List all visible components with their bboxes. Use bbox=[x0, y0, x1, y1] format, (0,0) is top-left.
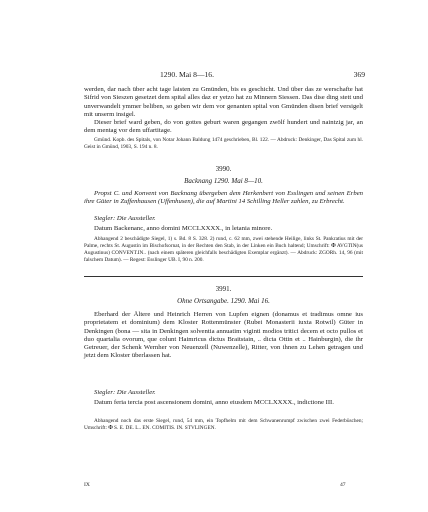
datum-3991: Datum feria tercia post ascensionem domini, anno eiusdem MCCLXXXX., indictione III. bbox=[94, 399, 334, 406]
siegler-3991: Siegler: Die Aussteller. bbox=[94, 389, 156, 396]
document-summary-3990: Propst C. und Konvent von Backnang übergeben dem Herkenbert von Esslingen und seinen Erben ihre Güter in Zuffenhausen (Uffenhusen), die auf Martini 14 Schilling Heller zahlen, zu Erbrecht. bbox=[84, 190, 363, 206]
datum-3990: Datum Backenanc, anno domini MCCLXXXX., in letania minore. bbox=[94, 225, 273, 232]
top-paragraph-2: Dieser brief ward geben, do von gottes geburt waren gegangen zwölf hundert und naintzig jar, an dem mentag vor dem uffartitage. bbox=[84, 119, 363, 135]
source-note-3991: Abhangend noch das erste Siegel, rund, 54 mm, ein Topfhelm mit dem Schwanenrumpf zwischen zwei Federbüschen; Umschrift: ✠ S. E. DE. L.. EN. COMITIS. IN. STVLINGEN. bbox=[84, 418, 363, 431]
document-number-3990: 3990. bbox=[215, 165, 232, 173]
source-note-3990: Abhangend 2 beschädigte Siegel, 1) s. Bd. 8 S. 328. 2) rund, c. 62 mm, zwei stehende Heilige, links St. Pankratius mit der Palme, rechts St. Augustin im Bischofsornat, in der Rechten den Stab, in der Linken ein Buch haltend; Umschrift: ✠ AVGTIN(us Augustinus) CONVENT.IN.. (nach einem späteren gleichfalls beschädigten Exemplar ergänzt). — Abdruck: ZGORh. 14, 96 (mit falschem Datum). — Regest: Esslinger UB. I, 90 n. 200. bbox=[84, 236, 363, 263]
signature-mark: IX bbox=[84, 482, 90, 488]
siegler-3990: Siegler: Die Aussteller. bbox=[94, 215, 156, 222]
document-title-3991: Ohne Ortsangabe. 1290. Mai 16. bbox=[177, 297, 270, 305]
document-title-3990: Backnang 1290. Mai 8—10. bbox=[184, 177, 263, 185]
running-header-date: 1290. Mai 8—16. bbox=[160, 70, 214, 79]
document-number-3991: 3991. bbox=[215, 285, 232, 293]
top-source-note: Gmünd. Kopb. des Spitals, von Notar Johann Baldung 1474 geschrieben, Bl. 122. — Abdruck: Denkinger, Das Spital zum hl. Geist in Gmünd, 1903, S. 194 n. 8. bbox=[84, 137, 363, 150]
page-number: 369 bbox=[353, 70, 365, 79]
section-divider bbox=[84, 276, 363, 277]
document-summary-3991: Eberhard der Ältere und Heinrich Herren von Lupfen eignen (donamus et tradimus omne ius proprietatem et dominium) dem Kloster Rottenmünster (Rubei Monasterii iuxta Rotwil) Güter in Denkingen (bona — sita in Denkingen solventia annuatim viginti modios tritici decem et octo pullos et duo quartalia ovorum, que colunt Haimricus dictus Braitstain, .. dicta Ottin et .. Hainburgin), die ihr Getreuer, der Schenk Wernher von Neuenzell (Nuwenzelle), Ritter, von ihnen zu Lehen getragen und jetzt dem Kloster überlassen hat. bbox=[84, 311, 363, 360]
top-paragraph: werden, dar nach über acht tage laisten zu Gmünden, bis es geschicht. Und über das ze werschafte hat Sifrid von Sieszen gesetzet dem spital alles daz er yetzo hat zu Minnern Siessen. Das dise ding stett und unverwandelt ymmer beliben, so geben wir dem vor genanten spital von Gmünden disen brief versigelt mit unserm insigel. bbox=[84, 86, 363, 118]
sheet-number: 47 bbox=[340, 482, 346, 488]
